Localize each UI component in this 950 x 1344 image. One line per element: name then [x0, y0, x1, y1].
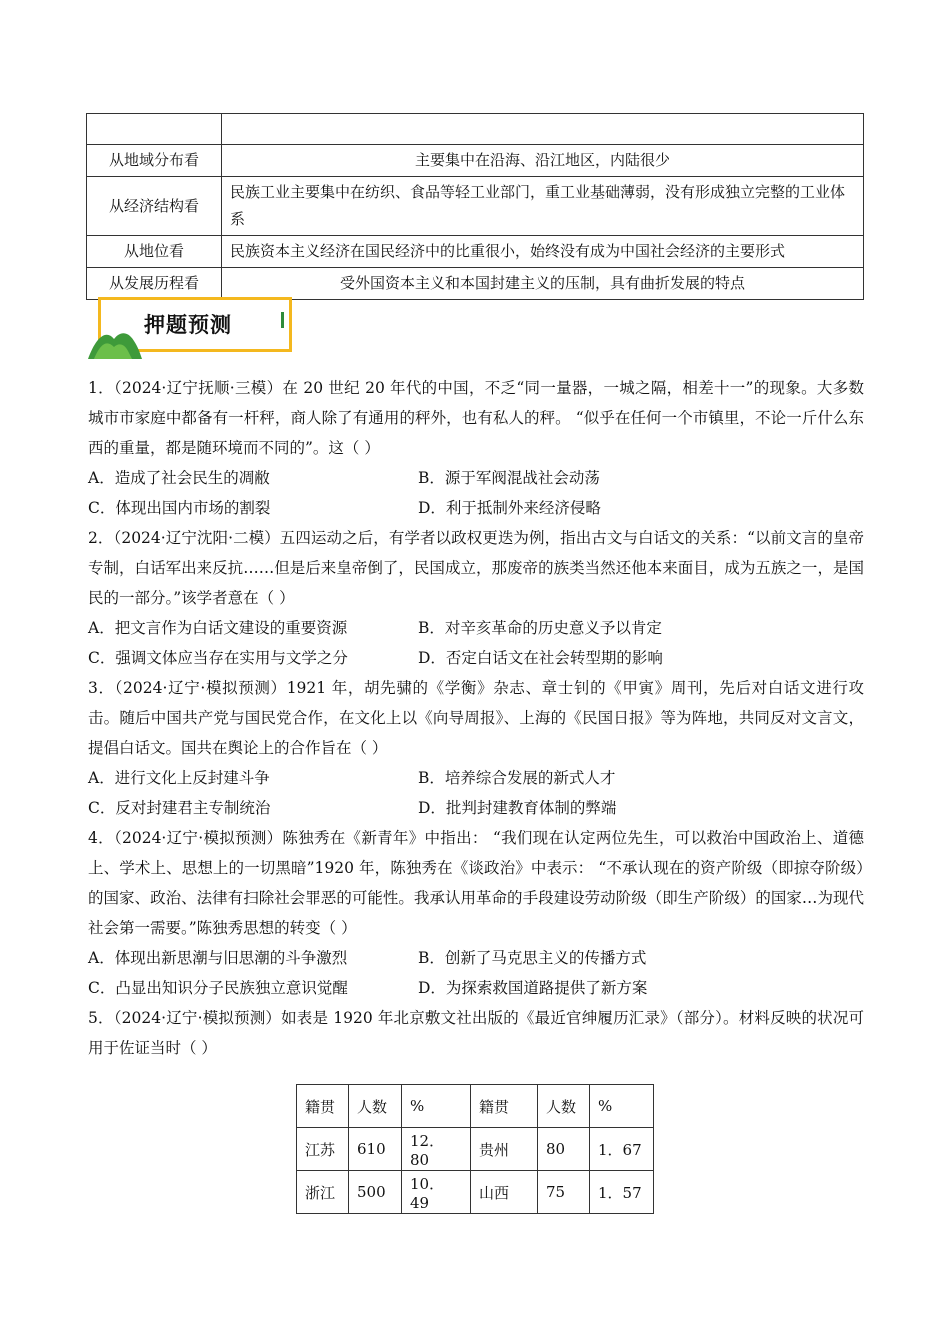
table-row: [297, 1128, 654, 1171]
table-cell: 500: [349, 1171, 402, 1214]
row-label: 从地位看: [87, 236, 222, 268]
question-4: [88, 823, 864, 1003]
table-row: [87, 145, 864, 177]
option-d: D．利于抵制外来经济侵略: [418, 499, 601, 517]
option-a: A．造成了社会民生的凋敝: [88, 469, 270, 487]
question-2: [88, 523, 864, 673]
table-cell: [222, 114, 864, 145]
option-d: D．否定白话文在社会转型期的影响: [418, 649, 663, 667]
option-a: A．进行文化上反封建斗争: [88, 769, 270, 787]
table-cell: 610: [349, 1128, 402, 1171]
row-text: 民族工业主要集中在纺织、食品等轻工业部门，重工业基础薄弱，没有形成独立完整的工业体系: [222, 177, 864, 236]
badge-accent-bar: [281, 312, 284, 328]
table-header-row: [297, 1085, 654, 1128]
table-cell: 贵州: [471, 1128, 538, 1171]
table-row: [87, 177, 864, 236]
option-c: C．体现出国内市场的割裂: [88, 499, 271, 517]
option-c: C．强调文体应当存在实用与文学之分: [88, 649, 348, 667]
table-cell: 10．49: [402, 1171, 471, 1214]
table-cell: 12．80: [402, 1128, 471, 1171]
question-stem: 4．（2024·辽宁·模拟预测）陈独秀在《新青年》中指出： “我们现在认定两位先生，可以救治中国政治上、道德上、学术上、思想上的一切黑暗”1920 年，陈独秀在《谈政治》中表示： “不承认现在的资产阶级（即掠夺阶级）的国家、政治、法律有扫除社会罪恶的可能性。我承认用革命的手段建设劳动阶级（即生产阶级）的国家…为现代社会第一需要。”陈独秀思想的转变（ ）: [88, 829, 864, 937]
option-a: A．体现出新思潮与旧思潮的斗争激烈: [88, 949, 348, 967]
question-1: [88, 373, 864, 523]
table-cell: 1．57: [590, 1171, 654, 1214]
row-text: 民族资本主义经济在国民经济中的比重很小，始终没有成为中国社会经济的主要形式: [222, 236, 864, 268]
hill-icon: [88, 317, 148, 361]
option-d: D．批判封建教育体制的弊端: [418, 799, 617, 817]
option-list: [88, 463, 864, 523]
option-c: C．凸显出知识分子民族独立意识觉醒: [88, 979, 348, 997]
data-table: [296, 1084, 654, 1214]
column-header: %: [590, 1085, 654, 1128]
column-header: 人数: [538, 1085, 590, 1128]
section-title: 押题预测: [144, 313, 232, 337]
table-row: [87, 236, 864, 268]
summary-table: [86, 113, 864, 300]
table-cell: [87, 114, 222, 145]
question-3: [88, 673, 864, 823]
option-c: C．反对封建君主专制统治: [88, 799, 271, 817]
option-list: [88, 613, 864, 673]
row-text: 受外国资本主义和本国封建主义的压制，具有曲折发展的特点: [222, 268, 864, 300]
row-text: 主要集中在沿海、沿江地区，内陆很少: [222, 145, 864, 177]
column-header: %: [402, 1085, 471, 1128]
column-header: 籍贯: [471, 1085, 538, 1128]
option-list: [88, 763, 864, 823]
question-stem: 2．（2024·辽宁沈阳·二模）五四运动之后，有学者以政权更迭为例，指出古文与白话文的关系：“以前文言的皇帝专制，白话军出来反抗……但是后来皇帝倒了，民国成立，那废帝的族类当然还他本来面目，成为五族之一，是国民的一部分。”该学者意在（ ）: [88, 529, 864, 607]
option-list: [88, 943, 864, 1003]
question-list: [88, 373, 864, 1063]
option-b: B．对辛亥革命的历史意义予以肯定: [418, 619, 662, 637]
row-label: 从发展历程看: [87, 268, 222, 300]
section-badge: [88, 297, 296, 361]
table-row: [297, 1171, 654, 1214]
table-cell: 山西: [471, 1171, 538, 1214]
table-cell: 80: [538, 1128, 590, 1171]
table-cell: 浙江: [297, 1171, 349, 1214]
column-header: 人数: [349, 1085, 402, 1128]
option-a: A．把文言作为白话文建设的重要资源: [88, 619, 348, 637]
table-cell: 1．67: [590, 1128, 654, 1171]
question-stem: 3．（2024·辽宁·模拟预测）1921 年，胡先骕的《学衡》杂志、章士钊的《甲寅》周刊，先后对白话文进行攻击。随后中国共产党与国民党合作，在文化上以《向导周报》、上海的《民国日报》等为阵地，共同反对文言文，提倡白话文。国共在舆论上的合作旨在（ ）: [88, 679, 864, 757]
option-d: D．为探索救国道路提供了新方案: [418, 979, 648, 997]
table-row: [87, 268, 864, 300]
question-stem: 5．（2024·辽宁·模拟预测）如表是 1920 年北京敷文社出版的《最近官绅履历汇录》（部分）。材料反映的状况可用于佐证当时（ ）: [88, 1009, 864, 1057]
table-row: [87, 114, 864, 145]
table-cell: 江苏: [297, 1128, 349, 1171]
row-label: 从地域分布看: [87, 145, 222, 177]
option-b: B．创新了马克思主义的传播方式: [418, 949, 647, 967]
column-header: 籍贯: [297, 1085, 349, 1128]
question-stem: 1．（2024·辽宁抚顺·三模）在 20 世纪 20 年代的中国，不乏“同一量器，一城之隔，相差十一”的现象。大多数城市市家庭中都备有一杆秤，商人除了有通用的秤外，也有私人的秤。 “似乎在任何一个市镇里，不论一斤什么东西的重量，都是随环境而不同的”。这（ ）: [88, 379, 864, 457]
question-5: [88, 1003, 864, 1063]
row-label: 从经济结构看: [87, 177, 222, 236]
option-b: B．源于军阀混战社会动荡: [418, 469, 600, 487]
table-cell: 75: [538, 1171, 590, 1214]
option-b: B．培养综合发展的新式人才: [418, 769, 616, 787]
